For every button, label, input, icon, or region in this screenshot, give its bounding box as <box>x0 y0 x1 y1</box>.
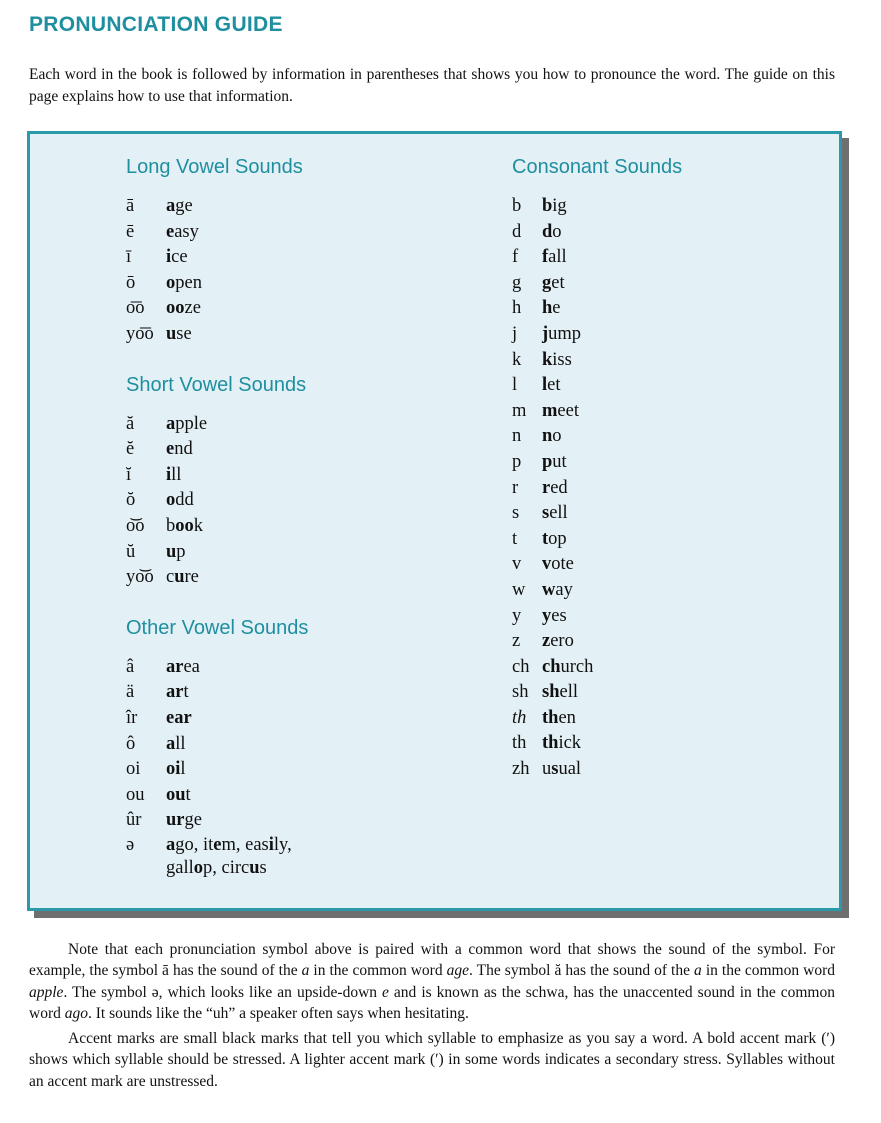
pronunciation-row <box>512 399 682 425</box>
pronunciation-row <box>126 245 308 271</box>
example-word: ice <box>166 247 188 268</box>
example-word: ear <box>166 707 192 728</box>
pronunciation-symbol: ī <box>126 247 132 268</box>
pronunciation-row <box>512 552 682 578</box>
pronunciation-row <box>126 296 308 322</box>
example-word: end <box>166 439 193 460</box>
pronunciation-row <box>126 783 308 809</box>
section-title-short-vowels: Short Vowel Sounds <box>126 373 307 396</box>
example-word: area <box>166 656 200 677</box>
pronunciation-row <box>126 412 308 438</box>
example-word: shell <box>542 682 578 703</box>
example-word: no <box>542 426 562 447</box>
pronunciation-row <box>512 424 682 450</box>
pronunciation-symbol: z <box>512 631 521 652</box>
pronunciation-symbol: ĕ <box>126 439 135 460</box>
pronunciation-symbol: p <box>512 451 522 472</box>
pronunciation-symbol: o͝o <box>126 515 145 536</box>
example-word: vote <box>542 554 574 575</box>
example-word: big <box>542 196 567 216</box>
pronunciation-table <box>27 131 842 911</box>
example-word: get <box>542 272 565 293</box>
pronunciation-symbol: yo͞o <box>126 323 154 344</box>
pronunciation-row <box>126 565 308 591</box>
example-word: church <box>542 656 594 677</box>
section-title-other-vowels: Other Vowel Sounds <box>126 616 309 639</box>
example-word: kiss <box>542 349 572 370</box>
pronunciation-symbol: n <box>512 426 522 447</box>
example-word: up <box>166 541 186 562</box>
example-word: zero <box>542 631 574 652</box>
pronunciation-row <box>126 808 308 834</box>
explanation-text <box>29 939 835 1092</box>
pronunciation-symbol: d <box>512 221 522 242</box>
pronunciation-row <box>126 680 308 706</box>
pronunciation-row <box>126 655 308 681</box>
example-word: book <box>166 515 203 536</box>
pronunciation-symbol: â <box>126 656 135 677</box>
pronunciation-row <box>512 527 682 553</box>
pronunciation-row <box>512 629 682 655</box>
pronunciation-row <box>512 271 682 297</box>
pronunciation-row <box>512 245 682 271</box>
pronunciation-row <box>512 296 682 322</box>
consonant-column <box>512 154 682 783</box>
pronunciation-row <box>512 373 682 399</box>
pronunciation-row <box>512 220 682 246</box>
section-title-long-vowels: Long Vowel Sounds <box>126 156 303 178</box>
pronunciation-row <box>512 680 682 706</box>
pronunciation-row <box>126 194 308 220</box>
example-word: ooze <box>166 298 201 319</box>
pronunciation-symbol: ə <box>126 834 135 855</box>
pronunciation-row <box>512 476 682 502</box>
example-word: ill <box>166 464 182 485</box>
example-word: red <box>542 477 568 498</box>
pronunciation-row <box>126 437 308 463</box>
example-word: out <box>166 784 191 805</box>
pronunciation-row <box>126 488 308 514</box>
pronunciation-row <box>512 322 682 348</box>
pronunciation-symbol: m <box>512 400 527 421</box>
pronunciation-symbol: ō <box>126 272 136 293</box>
pronunciation-symbol: h <box>512 298 522 319</box>
example-word: sell <box>542 503 568 524</box>
example-word: open <box>166 272 202 293</box>
intro-paragraph: Each word in the book is followed by information in parentheses that shows you how to pronounce the word. The guide on this page explains how to use that information. <box>29 66 835 105</box>
pronunciation-symbol: y <box>512 605 522 626</box>
example-word: odd <box>166 490 194 511</box>
long-vowel-list <box>126 194 308 348</box>
note-paragraph-2: Accent marks are small black marks that tell you which syllable to emphasize as you say a word. A bold accent mark (ʹ) shows which syllable should be stressed. A lighter accent mark (ʹ) in some words indicates a secondary stress. Syllables without an accent mark are unstressed. <box>29 1030 835 1090</box>
pronunciation-symbol: j <box>512 323 518 344</box>
pronunciation-row <box>512 604 682 630</box>
example-word: thick <box>542 733 582 754</box>
pronunciation-symbol: g <box>512 272 522 293</box>
pronunciation-symbol: k <box>512 349 522 370</box>
pronunciation-row <box>512 501 682 527</box>
example-word: use <box>166 323 192 344</box>
example-word: do <box>542 221 562 242</box>
pronunciation-row <box>512 757 682 783</box>
pronunciation-row <box>126 732 308 758</box>
example-word: fall <box>542 247 567 268</box>
example-word: then <box>542 707 576 728</box>
pronunciation-row <box>126 834 308 880</box>
pronunciation-symbol: ä <box>126 682 135 703</box>
example-word: let <box>542 375 561 396</box>
pronunciation-symbol: oi <box>126 759 141 780</box>
example-word: put <box>542 451 567 472</box>
example-word: apple <box>166 413 208 434</box>
example-word: age <box>166 196 193 216</box>
pronunciation-symbol: t <box>512 528 518 549</box>
pronunciation-symbol: zh <box>512 759 530 780</box>
pronunciation-row <box>126 322 308 348</box>
pronunciation-symbol: w <box>512 579 526 600</box>
example-word: art <box>166 682 189 703</box>
pronunciation-row <box>126 514 308 540</box>
example-word: urge <box>166 810 202 831</box>
pronunciation-row <box>126 540 308 566</box>
pronunciation-symbol: ûr <box>126 810 142 831</box>
pronunciation-symbol: th <box>512 733 527 754</box>
pronunciation-symbol: r <box>512 477 519 498</box>
pronunciation-symbol: ŏ <box>126 490 136 511</box>
pronunciation-symbol: s <box>512 503 520 524</box>
pronunciation-symbol: ā <box>126 196 135 216</box>
pronunciation-row <box>512 731 682 757</box>
pronunciation-symbol: o͞o <box>126 298 145 319</box>
example-word: jump <box>542 323 582 344</box>
pronunciation-row <box>512 655 682 681</box>
example-word: all <box>166 733 186 754</box>
pronunciation-symbol: v <box>512 554 522 575</box>
note-paragraph-1: Note that each pronunciation symbol above is paired with a common word that shows the sound of the symbol. For example, the symbol ā has the sound of the a in the common word age. The symbol ă has the sound of the a in the common word apple. The symbol ə, which looks like an upside-down e and is known as the schwa, has the unaccented sound in the common word ago. It sounds like the “uh” a speaker often says when hesitating. <box>29 941 836 1022</box>
pronunciation-symbol: sh <box>512 682 529 703</box>
pronunciation-row <box>126 757 308 783</box>
example-word: cure <box>166 567 199 588</box>
pronunciation-row <box>126 271 308 297</box>
pronunciation-symbol: th <box>512 707 527 728</box>
short-vowel-list <box>126 412 308 591</box>
other-vowel-list <box>126 655 308 880</box>
example-word: easy <box>166 221 199 242</box>
pronunciation-row <box>512 706 682 732</box>
pronunciation-row <box>126 220 308 246</box>
consonant-list <box>512 194 682 783</box>
pronunciation-symbol: ch <box>512 656 530 677</box>
pronunciation-symbol: yo͝o <box>126 567 154 588</box>
example-word: oil <box>166 759 186 780</box>
pronunciation-row <box>512 194 682 220</box>
pronunciation-symbol: f <box>512 247 519 268</box>
example-word: he <box>542 298 561 319</box>
pronunciation-symbol: îr <box>126 707 138 728</box>
pronunciation-symbol: ou <box>126 784 145 805</box>
pronunciation-symbol: ĭ <box>126 464 132 485</box>
pronunciation-row <box>512 450 682 476</box>
pronunciation-symbol: ŭ <box>126 541 136 562</box>
vowel-column <box>126 154 308 880</box>
pronunciation-row <box>512 578 682 604</box>
example-word: meet <box>542 400 579 421</box>
example-word: usual <box>542 759 582 780</box>
pronunciation-symbol: l <box>512 375 518 396</box>
section-title-consonants: Consonant Sounds <box>512 156 683 178</box>
example-word: top <box>542 528 567 549</box>
pronunciation-symbol: ă <box>126 413 135 434</box>
pronunciation-row <box>126 706 308 732</box>
pronunciation-symbol: ô <box>126 733 136 754</box>
pronunciation-symbol: ē <box>126 221 135 242</box>
pronunciation-row <box>126 463 308 489</box>
example-word: yes <box>542 605 567 626</box>
example-word: way <box>542 579 573 600</box>
page-title: PRONUNCIATION GUIDE <box>29 13 283 36</box>
pronunciation-symbol: b <box>512 196 522 216</box>
pronunciation-row <box>512 348 682 374</box>
example-word: ago, item, easily, gallop, circus <box>166 834 292 878</box>
